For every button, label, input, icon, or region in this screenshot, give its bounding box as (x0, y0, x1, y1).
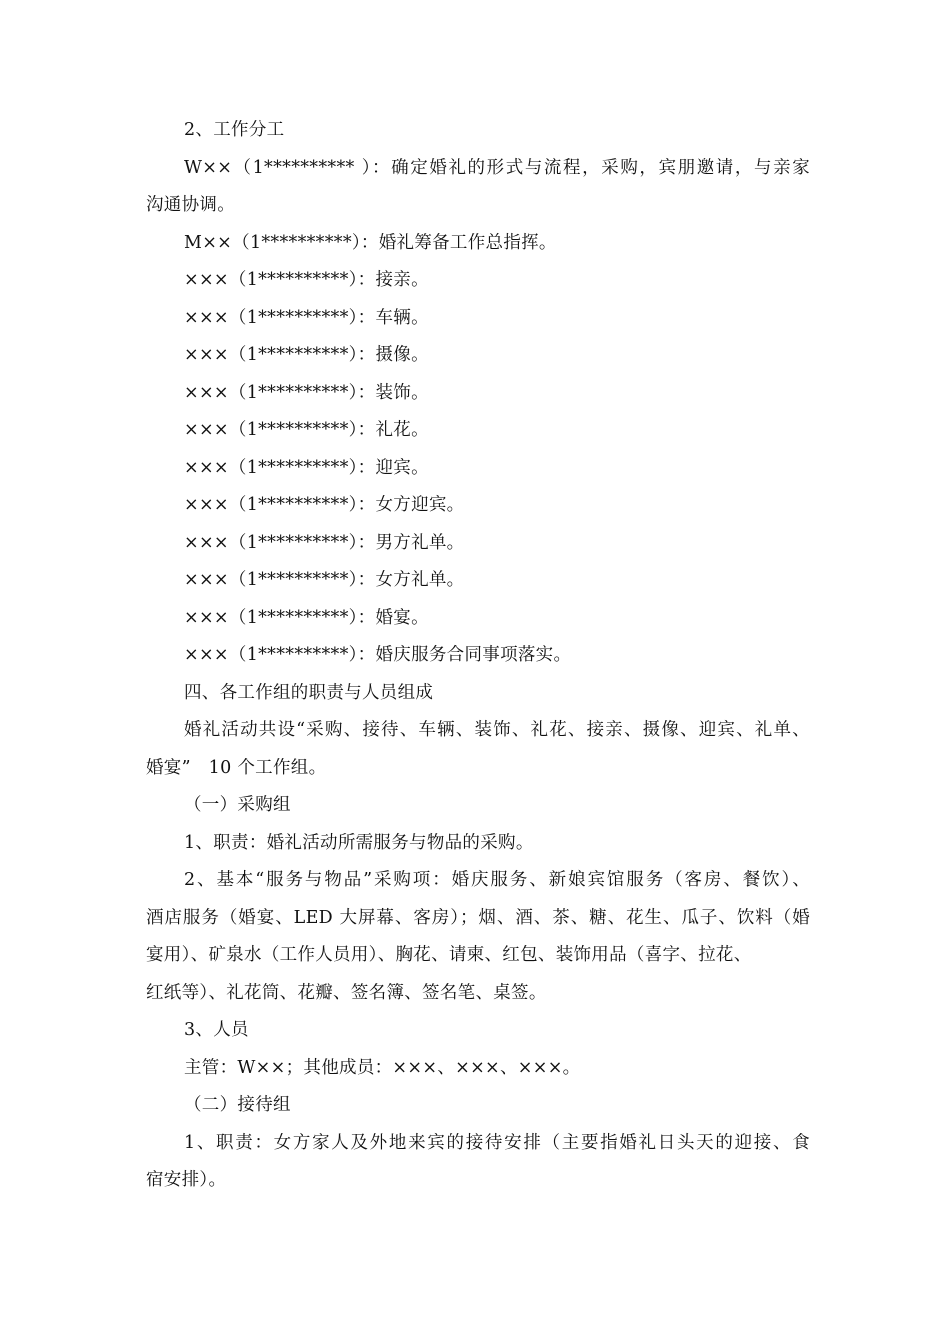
text-line: ×××（1**********）：男方礼单。 (184, 532, 465, 553)
text-line: W××（1********** ）：确定婚礼的形式与流程，采购，宾朋邀请，与亲家 (184, 157, 810, 178)
text-line: ×××（1**********）：装饰。 (184, 382, 429, 403)
text-line: 宿安排）。 (146, 1170, 227, 1190)
text-line: （二）接待组 (184, 1095, 291, 1115)
text-line: 红纸等）、礼花筒、花瓣、签名簿、签名笔、桌签。 (146, 982, 547, 1003)
text-line: ×××（1**********）：迎宾。 (184, 457, 429, 478)
text-line: ×××（1**********）：礼花。 (184, 420, 429, 440)
text-line: 婚礼活动共设“采购、接待、车辆、装饰、礼花、接亲、摄像、迎宾、礼单、 (184, 720, 810, 740)
text-line: （一）采购组 (184, 795, 291, 815)
text-line: ×××（1**********）：接亲。 (184, 270, 429, 290)
text-line: 宴用）、矿泉水（工作人员用）、胸花、请柬、红包、装饰用品（喜字、拉花、 (146, 945, 752, 965)
text-line: 四、各工作组的职责与人员组成 (184, 682, 434, 703)
text-line: 婚宴” 10 个工作组。 (146, 757, 327, 778)
text-line: 沟通协调。 (146, 195, 235, 215)
text-line: 1、职责：女方家人及外地来宾的接待安排（主要指婚礼日头天的迎接、食 (184, 1132, 810, 1153)
text-line: 主管：W××；其他成员：×××、×××、×××。 (184, 1057, 581, 1078)
text-line: 酒店服务（婚宴、LED 大屏幕、客房）；烟、酒、茶、糖、花生、瓜子、饮料（婚 (146, 907, 810, 928)
text-line: 1、职责：婚礼活动所需服务与物品的采购。 (184, 832, 534, 853)
text-line: 2、工作分工 (184, 120, 285, 140)
text-line: ×××（1**********）：婚宴。 (184, 607, 429, 628)
text-line: ×××（1**********）：女方礼单。 (184, 570, 465, 590)
text-line: M××（1**********）：婚礼筹备工作总指挥。 (184, 232, 557, 253)
document-body (146, 112, 810, 1200)
text-line: ×××（1**********）：车辆。 (184, 307, 429, 328)
text-line: ×××（1**********）：女方迎宾。 (184, 495, 465, 515)
text-line: ×××（1**********）：婚庆服务合同事项落实。 (184, 645, 572, 665)
text-line: 3、人员 (184, 1020, 249, 1040)
text-line: 2、基本“服务与物品”采购项：婚庆服务、新娘宾馆服务（客房、餐饮）、 (184, 870, 810, 890)
text-line: ×××（1**********）：摄像。 (184, 345, 429, 365)
